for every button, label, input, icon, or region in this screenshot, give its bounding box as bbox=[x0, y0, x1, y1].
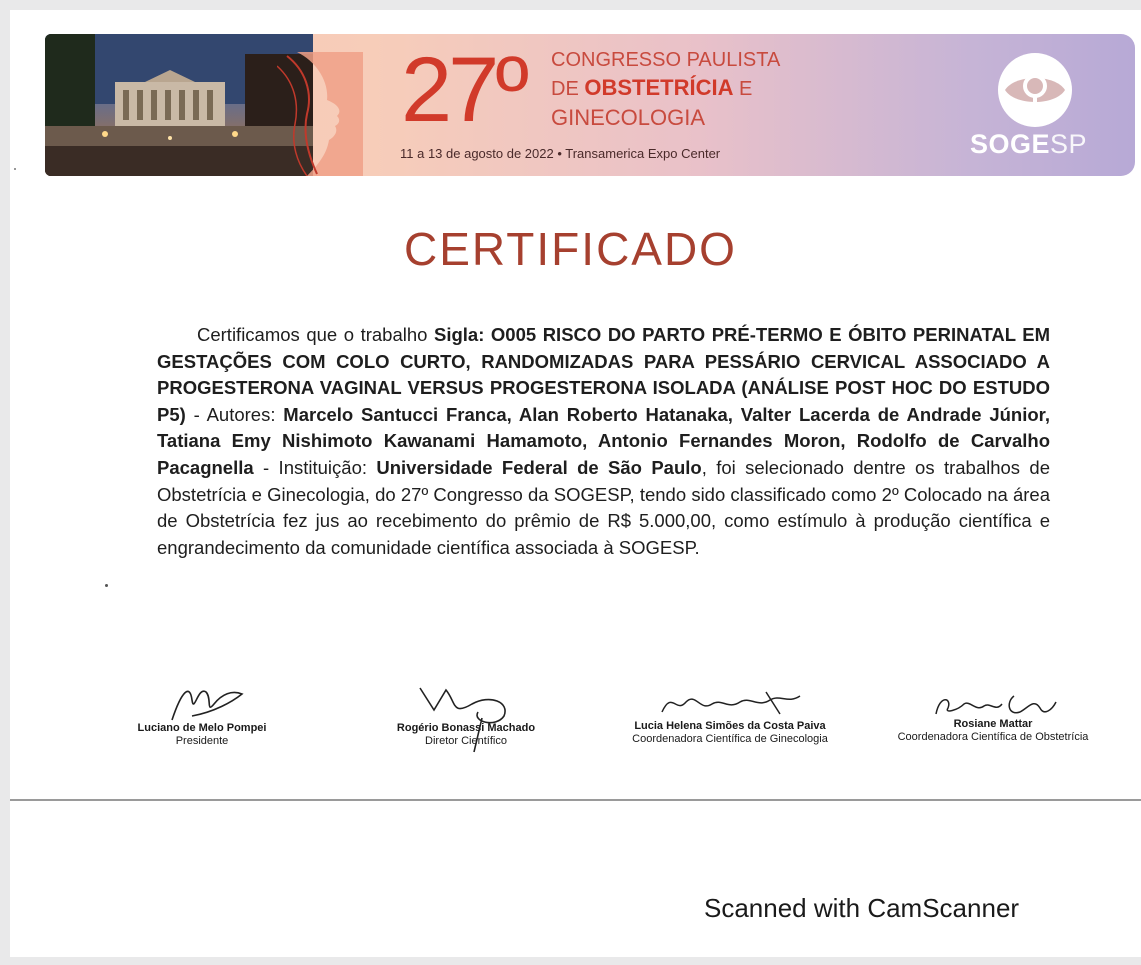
signatory-name: Lucia Helena Simões da Costa Paiva bbox=[634, 720, 826, 732]
congress-title-line2 bbox=[551, 75, 752, 101]
certificate-title: CERTIFICADO bbox=[404, 223, 737, 275]
signatory-name: Luciano de Melo Pompei bbox=[137, 722, 267, 734]
congress-title-line1: CONGRESSO PAULISTA bbox=[551, 49, 781, 71]
congress-title-suffix: E bbox=[733, 78, 753, 100]
institution-name: Universidade Federal de São Paulo bbox=[376, 456, 702, 478]
signature-block bbox=[880, 690, 1106, 750]
signatory-role: Diretor Científico bbox=[425, 735, 507, 747]
signature-block bbox=[122, 680, 282, 750]
congress-title-prefix: DE bbox=[551, 78, 585, 100]
woman-profile-illustration bbox=[277, 52, 363, 176]
institution-label: - Instituição: bbox=[253, 456, 377, 478]
signatory-role: Coordenadora Científica de Obstetrícia bbox=[897, 731, 1089, 743]
body-closing: , foi selecionado dentre os trabalhos de Obstetrícia e Ginecologia, do 27º Congresso da SOGESP, tendo sido classificado como 2º Colocado na área de Obstetrícia fez jus ao recebimento do prêmio de R$ 5.000,00, como estímulo à produção científica e engrandecimento da comunidade científica associada à SOGESP. bbox=[157, 456, 1051, 558]
signature-block bbox=[386, 682, 546, 757]
signatory-name: Rogério Bonassi Machado bbox=[396, 722, 536, 734]
signatory-name: Rosiane Mattar bbox=[953, 718, 1033, 730]
sogesp-wordmark bbox=[970, 129, 1087, 160]
congress-title-line3: GINECOLOGIA bbox=[551, 105, 706, 130]
certificate-body bbox=[157, 322, 1050, 561]
wordmark-main: SOGE bbox=[970, 129, 1051, 159]
signature-block bbox=[614, 684, 846, 754]
signatory-role: Presidente bbox=[175, 735, 229, 747]
congress-title-specialty: OBSTETRÍCIA bbox=[584, 75, 734, 100]
scan-speck bbox=[14, 168, 16, 170]
authors-label: - Autores: bbox=[185, 403, 284, 425]
handwritten-signature bbox=[656, 684, 806, 718]
scan-speck bbox=[105, 584, 108, 587]
museum-illustration bbox=[45, 34, 313, 176]
congress-banner bbox=[45, 34, 1135, 176]
scan-margin bbox=[10, 801, 1141, 957]
handwritten-signature bbox=[162, 680, 252, 724]
work-title: Sigla: O005 RISCO DO PARTO PRÉ-TERMO E ÓBITO PERINATAL EM GESTAÇÕES COM COLO CURTO, RANDOMIZADAS PARA PESSÁRIO CERVICAL ASSOCIADO A PROGESTERONA VAGINAL VERSUS PROGESTERONA ISOLADA (ANÁLISE POST HOC DO ESTUDO P5) bbox=[157, 324, 1050, 425]
event-date-location: 11 a 13 de agosto de 2022 • Transamerica Expo Center bbox=[400, 146, 721, 161]
handwritten-signature bbox=[930, 690, 1060, 720]
venue-photo bbox=[45, 34, 313, 176]
authors-list: Marcelo Santucci Franca, Alan Roberto Hatanaka, Valter Lacerda de Andrade Júnior, Tatiana Emy Nishimoto Kawanami Hamamoto, Antonio Fernandes Moron, Rodolfo de Carvalho Pacagnella bbox=[157, 403, 1050, 478]
body-intro: Certificamos que o trabalho bbox=[197, 324, 434, 345]
camscanner-watermark: Scanned with CamScanner bbox=[704, 893, 1020, 923]
wordmark-suffix: SP bbox=[1050, 129, 1088, 159]
edition-number: 27º bbox=[401, 39, 525, 141]
sogesp-logo-icon bbox=[997, 52, 1073, 128]
signatory-role: Coordenadora Científica de Ginecologia bbox=[632, 733, 828, 745]
